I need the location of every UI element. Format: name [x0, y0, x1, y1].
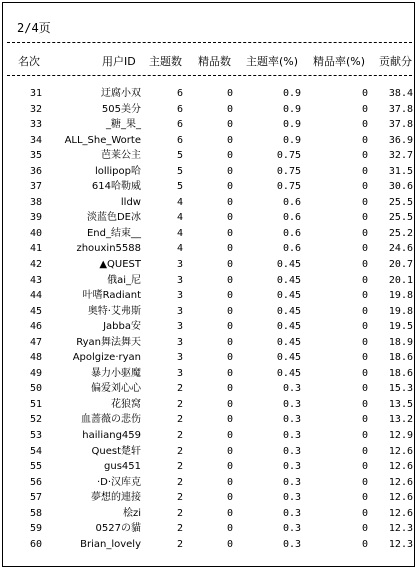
- rank-cell: 50: [30, 383, 43, 395]
- elite-cell: 0: [227, 243, 234, 255]
- topic-rate-cell: 0.45: [276, 352, 301, 364]
- ranking-panel: [2, 2, 415, 567]
- elite-rate-cell: 0: [361, 290, 368, 302]
- user-id-cell: ·D·汉库克: [96, 476, 141, 488]
- score-cell: 12.6: [388, 492, 413, 504]
- elite-rate-cell: 0: [361, 445, 368, 457]
- score-cell: 36.9: [388, 134, 413, 146]
- score-cell: 25.2: [388, 227, 413, 239]
- topics-cell: 6: [177, 134, 184, 146]
- rank-cell: 44: [30, 290, 43, 302]
- elite-cell: 0: [227, 134, 234, 146]
- topic-rate-cell: 0.3: [282, 476, 301, 488]
- table-row: [3, 179, 416, 195]
- elite-cell: 0: [227, 461, 234, 473]
- score-cell: 31.5: [388, 165, 413, 177]
- rank-cell: 31: [30, 88, 43, 99]
- rank-cell: 34: [30, 134, 43, 146]
- elite-rate-cell: 0: [361, 414, 368, 426]
- score-cell: 12.6: [388, 476, 413, 488]
- elite-rate-cell: 0: [361, 398, 368, 410]
- user-id-cell: ▲QUEST: [99, 259, 141, 271]
- page-indicator: 2/4页: [17, 21, 51, 35]
- rank-cell: 37: [30, 181, 43, 193]
- header-topics: 主题数: [149, 55, 182, 68]
- topics-cell: 6: [177, 103, 184, 115]
- topics-cell: 2: [177, 430, 184, 442]
- rank-cell: 56: [30, 476, 43, 488]
- elite-cell: 0: [227, 212, 234, 224]
- table-row: [3, 335, 416, 351]
- user-id-cell: 血蔷薇の悲伤: [81, 414, 141, 426]
- rank-cell: 59: [30, 523, 43, 535]
- rank-cell: 39: [30, 212, 43, 224]
- score-cell: 30.6: [388, 181, 413, 193]
- elite-cell: 0: [227, 414, 234, 426]
- table-row: [3, 164, 416, 180]
- elite-rate-cell: 0: [361, 336, 368, 348]
- topics-cell: 3: [177, 336, 184, 348]
- table-row: [3, 288, 416, 304]
- rank-cell: 38: [30, 196, 43, 208]
- score-cell: 24.6: [388, 243, 413, 255]
- score-cell: 25.5: [388, 196, 413, 208]
- elite-cell: 0: [227, 523, 234, 535]
- table-row: [3, 381, 416, 397]
- elite-cell: 0: [227, 165, 234, 177]
- table-row: [3, 350, 416, 366]
- rank-cell: 54: [30, 445, 43, 457]
- table-row: [3, 102, 416, 118]
- elite-cell: 0: [227, 352, 234, 364]
- elite-cell: 0: [227, 430, 234, 442]
- rank-cell: 35: [30, 150, 43, 162]
- score-cell: 20.7: [388, 259, 413, 271]
- table-row: [3, 257, 416, 273]
- topic-rate-cell: 0.45: [276, 274, 301, 286]
- table-row: [3, 444, 416, 460]
- elite-rate-cell: 0: [361, 461, 368, 473]
- table-row: [3, 148, 416, 164]
- topics-cell: 4: [177, 196, 184, 208]
- elite-cell: 0: [227, 88, 234, 99]
- score-cell: 13.5: [388, 398, 413, 410]
- score-cell: 25.5: [388, 212, 413, 224]
- rank-cell: 51: [30, 398, 43, 410]
- user-id-cell: Brian_lovely: [80, 538, 141, 550]
- topics-cell: 3: [177, 352, 184, 364]
- elite-cell: 0: [227, 507, 234, 519]
- topic-rate-cell: 0.6: [282, 212, 301, 224]
- elite-rate-cell: 0: [361, 119, 368, 131]
- user-id-cell: _糖_果_: [106, 119, 141, 131]
- user-id-cell: Apolgize·ryan: [72, 352, 141, 364]
- user-id-cell: 奥特·艾弗斯: [87, 305, 141, 317]
- elite-rate-cell: 0: [361, 259, 368, 271]
- elite-rate-cell: 0: [361, 305, 368, 317]
- table-row: [3, 475, 416, 491]
- ranking-table-body: [3, 86, 416, 552]
- score-cell: 18.9: [388, 336, 413, 348]
- topic-rate-cell: 0.45: [276, 259, 301, 271]
- header-score: 贡献分: [379, 55, 412, 68]
- topic-rate-cell: 0.3: [282, 461, 301, 473]
- user-id-cell: 614哈勒威: [91, 181, 141, 193]
- topics-cell: 2: [177, 445, 184, 457]
- elite-rate-cell: 0: [361, 181, 368, 193]
- score-cell: 20.1: [388, 274, 413, 286]
- user-id-cell: Jabba安: [103, 321, 141, 333]
- score-cell: 19.8: [388, 305, 413, 317]
- rank-cell: 42: [30, 259, 43, 271]
- score-cell: 12.3: [388, 538, 413, 550]
- table-row: [3, 195, 416, 211]
- topics-cell: 4: [177, 227, 184, 239]
- rank-cell: 46: [30, 321, 43, 333]
- elite-rate-cell: 0: [361, 88, 368, 99]
- score-cell: 13.2: [388, 414, 413, 426]
- elite-cell: 0: [227, 196, 234, 208]
- score-cell: 15.3: [388, 383, 413, 395]
- topic-rate-cell: 0.9: [282, 88, 301, 99]
- elite-rate-cell: 0: [361, 243, 368, 255]
- header-rank: 名次: [18, 55, 40, 68]
- elite-cell: 0: [227, 290, 234, 302]
- elite-rate-cell: 0: [361, 430, 368, 442]
- header-elite-rate: 精品率(%): [313, 55, 366, 68]
- table-row: [3, 490, 416, 506]
- topic-rate-cell: 0.3: [282, 507, 301, 519]
- topic-rate-cell: 0.75: [276, 165, 301, 177]
- user-id-cell: 暴力小驱魔: [91, 367, 141, 379]
- rank-cell: 33: [30, 119, 43, 131]
- rank-cell: 45: [30, 305, 43, 317]
- elite-rate-cell: 0: [361, 507, 368, 519]
- user-id-cell: 偏爱刘心心: [91, 383, 141, 395]
- topics-cell: 4: [177, 243, 184, 255]
- topic-rate-cell: 0.9: [282, 134, 301, 146]
- rank-cell: 48: [30, 352, 43, 364]
- topic-rate-cell: 0.3: [282, 538, 301, 550]
- elite-rate-cell: 0: [361, 476, 368, 488]
- elite-cell: 0: [227, 367, 234, 379]
- header-user-id: 用户ID: [102, 55, 136, 68]
- header-bottom-divider: [7, 75, 412, 76]
- user-id-cell: End_结束__: [86, 227, 141, 239]
- topic-rate-cell: 0.6: [282, 243, 301, 255]
- topics-cell: 5: [177, 150, 184, 162]
- topic-rate-cell: 0.45: [276, 321, 301, 333]
- user-id-cell: hailiang459: [82, 430, 141, 442]
- elite-cell: 0: [227, 259, 234, 271]
- topics-cell: 2: [177, 383, 184, 395]
- user-id-cell: lollipop哈: [94, 165, 141, 177]
- rank-cell: 60: [30, 538, 43, 550]
- table-row: [3, 241, 416, 257]
- header-elite: 精品数: [198, 55, 231, 68]
- topics-cell: 6: [177, 119, 184, 131]
- elite-rate-cell: 0: [361, 196, 368, 208]
- user-id-cell: Ryan舞法舞天: [76, 336, 141, 348]
- elite-rate-cell: 0: [361, 352, 368, 364]
- rank-cell: 47: [30, 336, 43, 348]
- header-topic-rate: 主题率(%): [246, 55, 299, 68]
- table-row: [3, 226, 416, 242]
- user-id-cell: 0527の貓: [95, 523, 141, 535]
- score-cell: 32.7: [388, 150, 413, 162]
- user-id-cell: 桧zi: [122, 507, 141, 519]
- topics-cell: 2: [177, 461, 184, 473]
- rank-cell: 57: [30, 492, 43, 504]
- elite-cell: 0: [227, 398, 234, 410]
- topic-rate-cell: 0.3: [282, 414, 301, 426]
- elite-rate-cell: 0: [361, 165, 368, 177]
- score-cell: 12.3: [388, 523, 413, 535]
- elite-rate-cell: 0: [361, 383, 368, 395]
- topics-cell: 6: [177, 88, 184, 99]
- topics-cell: 3: [177, 274, 184, 286]
- topic-rate-cell: 0.3: [282, 383, 301, 395]
- elite-cell: 0: [227, 336, 234, 348]
- elite-cell: 0: [227, 227, 234, 239]
- rank-cell: 55: [30, 461, 43, 473]
- elite-rate-cell: 0: [361, 150, 368, 162]
- topic-rate-cell: 0.45: [276, 367, 301, 379]
- rank-cell: 58: [30, 507, 43, 519]
- user-id-cell: Quest楚轩: [91, 445, 141, 457]
- score-cell: 38.4: [388, 88, 413, 99]
- elite-cell: 0: [227, 305, 234, 317]
- table-row: [3, 319, 416, 335]
- table-row: [3, 412, 416, 428]
- topics-cell: 4: [177, 212, 184, 224]
- table-row: [3, 86, 416, 102]
- topics-cell: 2: [177, 523, 184, 535]
- table-row: [3, 521, 416, 537]
- score-cell: 18.6: [388, 352, 413, 364]
- score-cell: 19.5: [388, 321, 413, 333]
- topics-cell: 2: [177, 492, 184, 504]
- score-cell: 19.8: [388, 290, 413, 302]
- topics-cell: 2: [177, 398, 184, 410]
- topics-cell: 2: [177, 507, 184, 519]
- user-id-cell: lldw: [120, 196, 141, 208]
- rank-cell: 49: [30, 367, 43, 379]
- elite-cell: 0: [227, 150, 234, 162]
- elite-cell: 0: [227, 445, 234, 457]
- elite-cell: 0: [227, 119, 234, 131]
- score-cell: 12.6: [388, 445, 413, 457]
- user-id-cell: 花狼窝: [111, 398, 141, 410]
- user-id-cell: 迂腐小双: [101, 88, 141, 99]
- user-id-cell: 夢想的連接: [91, 492, 141, 504]
- table-row: [3, 459, 416, 475]
- table-row: [3, 397, 416, 413]
- table-row: [3, 304, 416, 320]
- elite-cell: 0: [227, 321, 234, 333]
- user-id-cell: 叶嗜Radiant: [82, 290, 141, 302]
- user-id-cell: ALL_She_Worte: [64, 134, 141, 146]
- elite-cell: 0: [227, 538, 234, 550]
- table-row: [3, 210, 416, 226]
- topic-rate-cell: 0.3: [282, 430, 301, 442]
- elite-rate-cell: 0: [361, 538, 368, 550]
- table-row: [3, 506, 416, 522]
- user-id-cell: 俄ai_尼: [107, 274, 141, 286]
- elite-cell: 0: [227, 383, 234, 395]
- rank-cell: 41: [30, 243, 43, 255]
- rank-cell: 52: [30, 414, 43, 426]
- elite-rate-cell: 0: [361, 523, 368, 535]
- elite-rate-cell: 0: [361, 367, 368, 379]
- topic-rate-cell: 0.45: [276, 336, 301, 348]
- table-row: [3, 428, 416, 444]
- rank-cell: 32: [30, 103, 43, 115]
- score-cell: 12.9: [388, 430, 413, 442]
- topic-rate-cell: 0.3: [282, 398, 301, 410]
- score-cell: 18.6: [388, 367, 413, 379]
- elite-rate-cell: 0: [361, 227, 368, 239]
- topic-rate-cell: 0.3: [282, 523, 301, 535]
- user-id-cell: zhouxin5588: [76, 243, 141, 255]
- topic-rate-cell: 0.45: [276, 290, 301, 302]
- topic-rate-cell: 0.3: [282, 492, 301, 504]
- topics-cell: 2: [177, 538, 184, 550]
- topic-rate-cell: 0.3: [282, 445, 301, 457]
- topics-cell: 5: [177, 165, 184, 177]
- table-header: [3, 53, 416, 69]
- topic-rate-cell: 0.45: [276, 305, 301, 317]
- elite-cell: 0: [227, 103, 234, 115]
- topic-rate-cell: 0.9: [282, 119, 301, 131]
- header-top-divider: [7, 42, 412, 43]
- table-row: [3, 273, 416, 289]
- user-id-cell: 505美分: [101, 103, 141, 115]
- elite-cell: 0: [227, 492, 234, 504]
- score-cell: 12.6: [388, 461, 413, 473]
- rank-cell: 43: [30, 274, 43, 286]
- topic-rate-cell: 0.6: [282, 227, 301, 239]
- user-id-cell: gus451: [104, 461, 141, 473]
- user-id-cell: 淡蓝色DE冰: [86, 212, 141, 224]
- user-id-cell: 芭莱公主: [101, 150, 141, 162]
- topics-cell: 3: [177, 367, 184, 379]
- elite-rate-cell: 0: [361, 134, 368, 146]
- topic-rate-cell: 0.75: [276, 181, 301, 193]
- score-cell: 37.8: [388, 103, 413, 115]
- topics-cell: 3: [177, 290, 184, 302]
- elite-rate-cell: 0: [361, 274, 368, 286]
- topics-cell: 2: [177, 476, 184, 488]
- topic-rate-cell: 0.9: [282, 103, 301, 115]
- elite-cell: 0: [227, 476, 234, 488]
- rank-cell: 53: [30, 430, 43, 442]
- topic-rate-cell: 0.6: [282, 196, 301, 208]
- elite-rate-cell: 0: [361, 492, 368, 504]
- topics-cell: 2: [177, 414, 184, 426]
- elite-cell: 0: [227, 181, 234, 193]
- score-cell: 12.6: [388, 507, 413, 519]
- topics-cell: 3: [177, 305, 184, 317]
- table-row: [3, 133, 416, 149]
- elite-rate-cell: 0: [361, 103, 368, 115]
- rank-cell: 36: [30, 165, 43, 177]
- topics-cell: 3: [177, 321, 184, 333]
- elite-cell: 0: [227, 274, 234, 286]
- table-row: [3, 117, 416, 133]
- table-row: [3, 366, 416, 382]
- topics-cell: 3: [177, 259, 184, 271]
- table-row: [3, 537, 416, 553]
- rank-cell: 40: [30, 227, 43, 239]
- elite-rate-cell: 0: [361, 321, 368, 333]
- topics-cell: 5: [177, 181, 184, 193]
- topic-rate-cell: 0.75: [276, 150, 301, 162]
- score-cell: 37.8: [388, 119, 413, 131]
- elite-rate-cell: 0: [361, 212, 368, 224]
